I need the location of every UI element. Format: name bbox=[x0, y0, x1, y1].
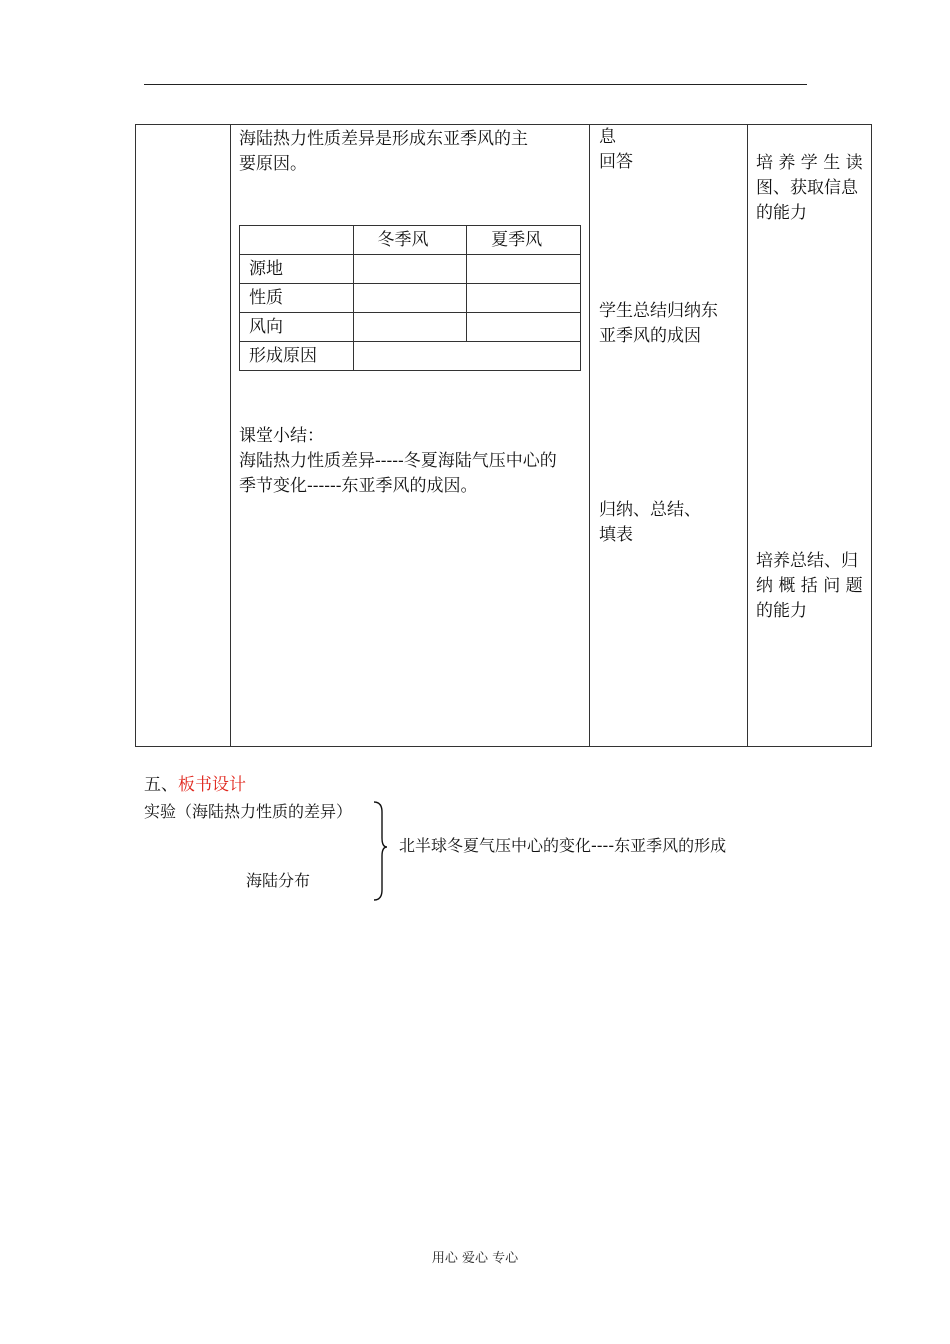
lesson-table bbox=[135, 124, 872, 747]
row-label: 风向 bbox=[240, 313, 354, 342]
monsoon-comparison-table bbox=[239, 225, 581, 371]
curly-brace-icon bbox=[370, 800, 390, 902]
header-cell bbox=[240, 226, 354, 255]
teaching-content-text: 海陆热力性质差异是形成东亚季风的主 要原因。 bbox=[239, 129, 528, 174]
row-label: 性质 bbox=[240, 284, 354, 313]
column-divider bbox=[589, 125, 590, 746]
student-activity-mid: 学生总结归纳东 亚季风的成因 bbox=[599, 301, 718, 346]
header-cell-summer: 夏季风 bbox=[467, 226, 581, 255]
section-number: 五、 bbox=[144, 775, 178, 795]
row-label: 形成原因 bbox=[240, 342, 354, 371]
table-row bbox=[240, 342, 581, 371]
board-right-text: 北半球冬夏气压中心的变化----东亚季风的形成 bbox=[399, 836, 727, 855]
column-divider bbox=[230, 125, 231, 746]
empty-cell bbox=[353, 342, 580, 371]
header-rule bbox=[144, 84, 807, 85]
student-activity-top: 息 回答 bbox=[599, 127, 633, 172]
table-row bbox=[240, 255, 581, 284]
design-intent-bottom: 培养总结、归 纳 概 括 问 题 的能力 bbox=[756, 551, 863, 621]
header-cell-winter: 冬季风 bbox=[353, 226, 467, 255]
design-intent-top: 培 养 学 生 读 图、获取信息 的能力 bbox=[756, 153, 863, 223]
section-heading bbox=[144, 773, 246, 798]
row-label: 源地 bbox=[240, 255, 354, 284]
board-left-bottom: 海陆分布 bbox=[246, 871, 311, 890]
empty-cell bbox=[467, 284, 581, 313]
empty-cell bbox=[353, 284, 467, 313]
empty-cell bbox=[353, 313, 467, 342]
summary-title: 课堂小结： bbox=[239, 426, 324, 446]
summary-text: 海陆热力性质差异-----冬夏海陆气压中心的 季节变化------东亚季风的成因。 bbox=[239, 451, 557, 496]
board-left-top: 实验（海陆热力性质的差异） bbox=[144, 802, 353, 821]
page-footer: 用心 爱心 专心 bbox=[431, 1251, 519, 1266]
empty-cell bbox=[467, 313, 581, 342]
table-row bbox=[240, 284, 581, 313]
empty-cell bbox=[353, 255, 467, 284]
section-title: 板书设计 bbox=[178, 775, 246, 795]
empty-cell bbox=[467, 255, 581, 284]
column-divider bbox=[747, 125, 748, 746]
student-activity-bottom: 归纳、总结、 填表 bbox=[599, 500, 701, 545]
table-row bbox=[240, 313, 581, 342]
table-row bbox=[240, 226, 581, 255]
